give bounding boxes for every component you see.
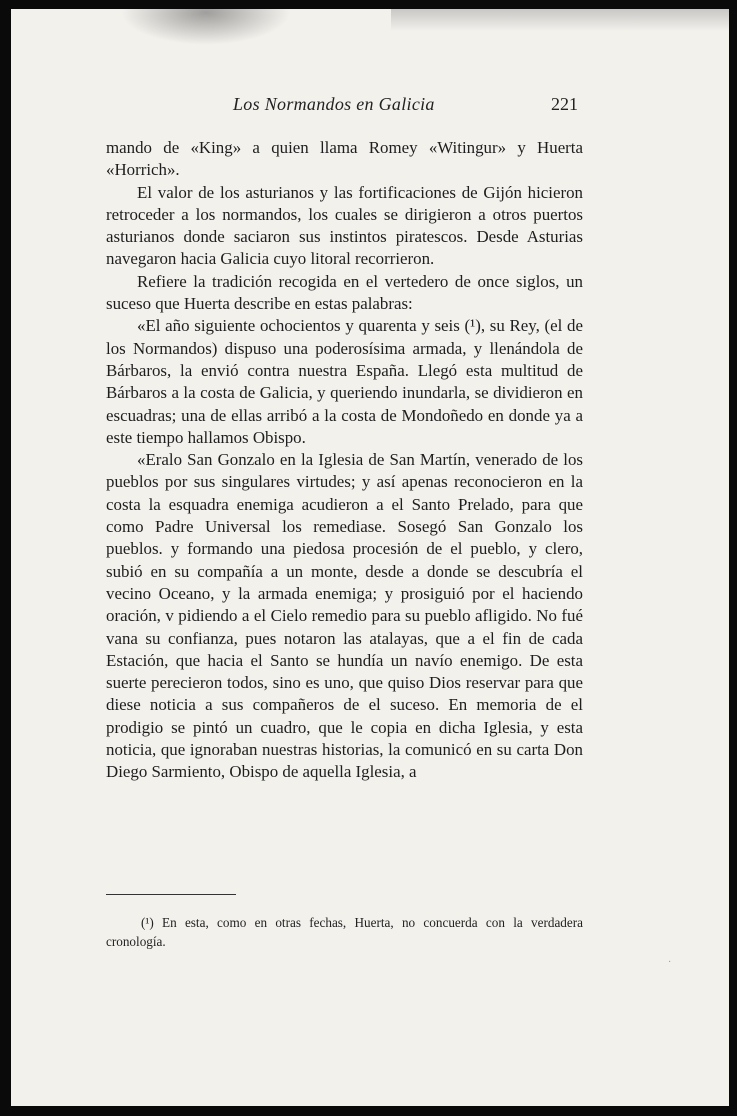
- book-page: [11, 9, 729, 1106]
- paragraph: mando de «King» a quien llama Romey «Witingur» y Huerta «Horrich».: [106, 138, 583, 180]
- paragraph: El valor de los asturianos y las fortificaciones de Gijón hicieron retroceder a los normandos, los cuales se dirigieron a otros puertos asturianos donde saciaron sus instintos piratescos. Desde Asturias navegaron hacia Galicia cuyo litoral recorrieron.: [106, 182, 583, 269]
- paragraph: «El año siguiente ochocientos y quarenta y seis (¹), su Rey, (el de los Normandos) dispuso una poderosísima armada, y llenándola de Bárbaros, la envió contra nuestra España. Llegó esta multitud de Bárbaros a la costa de Galicia, y queriendo inundarla, se dividieron en escuadras; una de ellas arribó a la costa de Mondoñedo en donde ya a este tiempo hallamos Obispo.: [106, 316, 583, 447]
- running-title: Los Normandos en Galicia: [233, 94, 435, 114]
- footnote-rule: [106, 894, 236, 895]
- page-number: 221: [551, 94, 578, 114]
- paragraph: «Eralo San Gonzalo en la Iglesia de San Martín, venerado de los pueblos por sus singulares virtudes; y así apenas reconocieron en la costa la esquadra enemiga acudieron a el Santo Prelado, para que como Padre Universal los remediase. Sosegó San Gonzalo los pueblos. y formando una piedosa procesión de el pueblo, y clero, subió en su compañía a un monte, desde a donde se descubría el vecino Oceano, y la armada enemiga; y prosiguió por el haciendo oración, v pidiendo a el Cielo remedio para su pueblo afligido. No fué vana su confianza, pues notaron las atalayas, que a el fin de cada Estación, que hacia el Santo se hundía un navío enemigo. De esta suerte perecieron todos, sino es uno, que quiso Dios reservar para que diese noticia a sus compañeros de el suceso. En memoria de el prodigio se pintó un cuadro, que le copia en dicha Iglesia, y esta noticia, que ignoraban nuestras historias, la comunicó en su carta Don Diego Sarmiento, Obispo de aquella Iglesia, a: [106, 450, 583, 782]
- body-text: [106, 137, 583, 784]
- page-smudge: [121, 9, 291, 45]
- paragraph: Refiere la tradición recogida en el vertedero de once siglos, un suceso que Huerta describe en estas palabras:: [106, 271, 583, 314]
- footnote: (¹) En esta, como en otras fechas, Huerta, no concuerda con la verdadera cronología.: [106, 915, 583, 949]
- page-shadow: [391, 9, 729, 31]
- running-header: [11, 94, 729, 120]
- speck: ·: [668, 957, 672, 968]
